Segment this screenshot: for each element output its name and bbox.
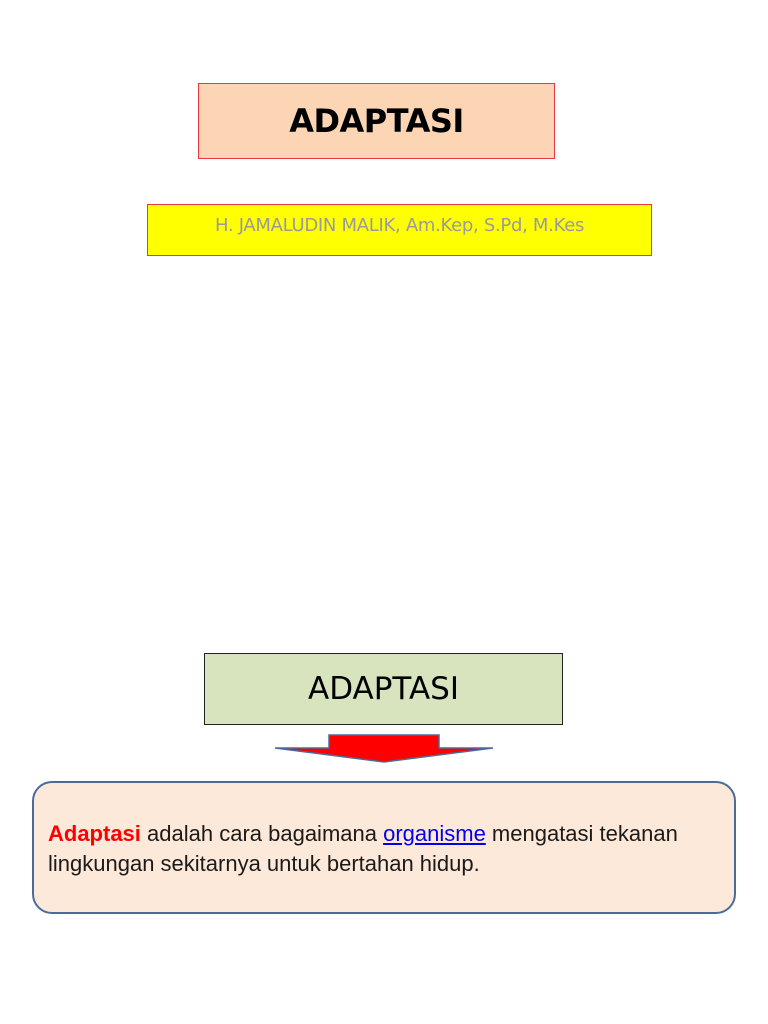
- down-arrow-shape: [275, 735, 493, 762]
- author-name: H. JAMALUDIN MALIK, Am.Kep, S.Pd, M.Kes: [214, 215, 585, 236]
- definition-box: [32, 781, 736, 914]
- page-title: ADAPTASI: [289, 102, 464, 140]
- down-arrow-icon: [272, 734, 496, 764]
- definition-text-before: adalah cara bagaimana: [140, 821, 384, 846]
- title-box: [198, 83, 555, 159]
- concept-box: [204, 653, 563, 725]
- organisme-link[interactable]: organisme: [383, 821, 486, 846]
- definition-term: Adaptasi: [48, 821, 141, 846]
- concept-title: ADAPTASI: [308, 671, 459, 707]
- definition-text-after: mengatasi tekanan lingkungan sekitarnya untuk bertahan hidup.: [48, 821, 678, 876]
- definition-text: [48, 819, 720, 879]
- author-box: [147, 204, 652, 256]
